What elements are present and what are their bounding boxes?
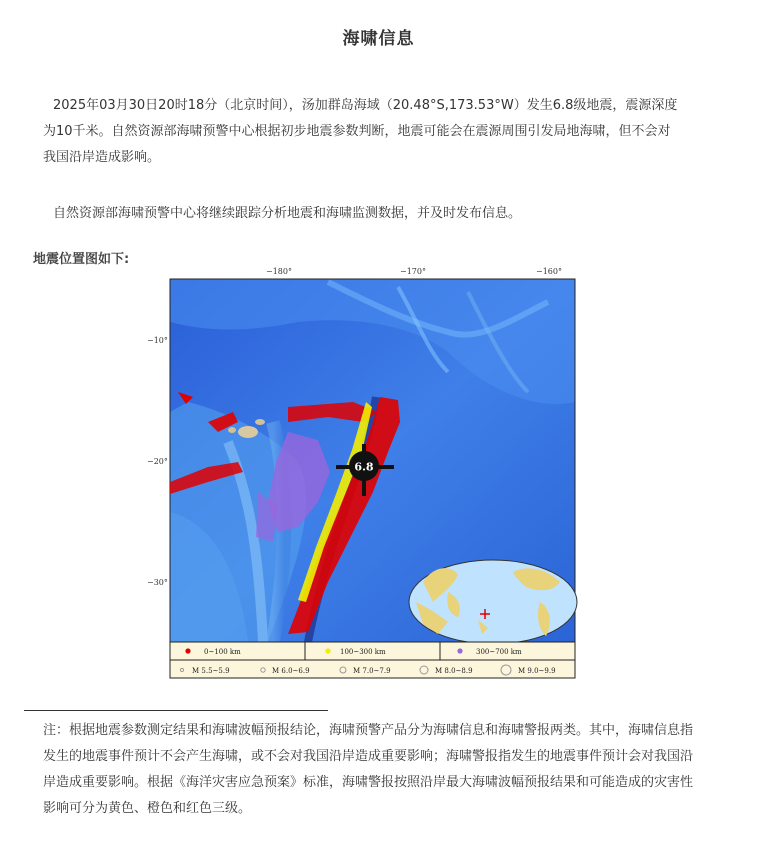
depth-legend-swatch bbox=[185, 648, 190, 653]
depth-legend-label: 100~300 km bbox=[340, 648, 386, 656]
lon-tick-label: −160° bbox=[536, 267, 562, 276]
lon-tick-label: −170° bbox=[400, 267, 426, 276]
lat-tick-label: −30° bbox=[148, 578, 168, 587]
lat-tick-label: −20° bbox=[148, 457, 168, 466]
map-caption: 地震位置图如下: bbox=[33, 252, 130, 267]
depth-legend-label: 0~100 km bbox=[204, 648, 241, 656]
depth-legend-swatch bbox=[457, 648, 462, 653]
lat-tick-label: −10° bbox=[148, 336, 168, 345]
monitoring-paragraph: 自然资源部海啸预警中心将继续跟踪分析地震和海啸监测数据，并及时发布信息。 bbox=[53, 206, 522, 221]
magnitude-label: 6.8 bbox=[354, 460, 374, 474]
footnote-text: 注：根据地震参数测定结果和海啸波幅预报结论，海啸预警产品分为海啸信息和海啸警报两类。其中，海啸信息指发生的地震事件预计不会产生海啸，或不会对我国沿岸造成重要影响；海啸警报指发生的地震事件预计会对我国沿岸造成重要影响。根据《海洋灾害应急预案》标准，海啸警报按照沿岸最大海啸波幅预报结果和可能造成的灾害性影响可分为黄色、橙色和红色三级。 bbox=[43, 723, 694, 816]
world-inset-map bbox=[409, 560, 577, 644]
magnitude-legend-label: M 7.0~7.9 bbox=[353, 667, 391, 675]
footnote-divider bbox=[24, 710, 328, 711]
earthquake-summary-paragraph: 2025年03月30日20时18分（北京时间），汤加群岛海域（20.48°S,173.53°W）发生6.8级地震，震源深度为10千米。自然资源部海啸预警中心根据初步地震参数判断，地震可能会在震源周围引发局地海啸，但不会对我国沿岸造成影响。 bbox=[43, 98, 678, 165]
earthquake-location-map bbox=[148, 262, 580, 680]
magnitude-legend-label: M 6.0~6.9 bbox=[272, 667, 310, 675]
magnitude-legend-label: M 5.5~5.9 bbox=[192, 667, 230, 675]
page-title: 海啸信息 bbox=[342, 29, 415, 49]
depth-legend-label: 300~700 km bbox=[476, 648, 522, 656]
map-legend bbox=[170, 642, 575, 678]
magnitude-legend-label: M 8.0~8.9 bbox=[435, 667, 473, 675]
magnitude-legend-label: M 9.0~9.9 bbox=[518, 667, 556, 675]
lon-tick-label: −180° bbox=[266, 267, 292, 276]
depth-legend-swatch bbox=[325, 648, 330, 653]
